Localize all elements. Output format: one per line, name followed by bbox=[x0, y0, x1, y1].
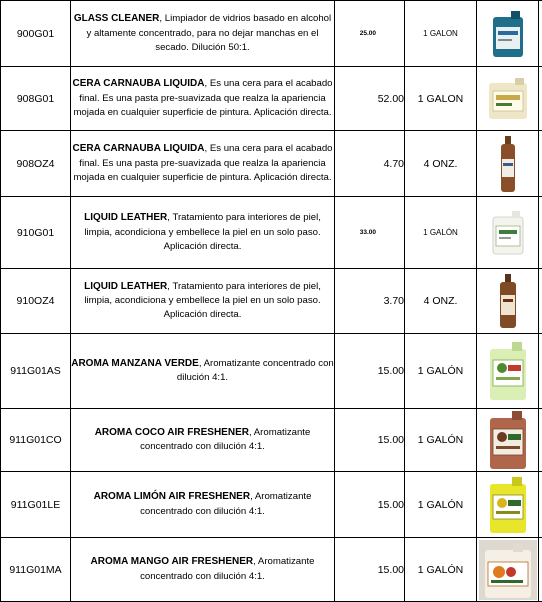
product-unit: 1 GALÓN bbox=[405, 538, 477, 602]
product-image-cell bbox=[477, 472, 539, 538]
product-description bbox=[71, 334, 335, 409]
table-row bbox=[1, 197, 542, 269]
product-name: LIQUID LEATHER bbox=[84, 281, 167, 292]
product-unit: 1 GALÓN bbox=[405, 334, 477, 409]
table-row bbox=[1, 1, 542, 67]
orange-gallon-jug-image bbox=[479, 540, 537, 600]
product-name: GLASS CLEANER bbox=[74, 13, 160, 24]
product-unit: 1 GALON bbox=[405, 1, 477, 67]
product-code: 911G01AS bbox=[1, 334, 71, 409]
product-image-cell bbox=[477, 197, 539, 269]
product-image-cell bbox=[477, 538, 539, 602]
product-code: 908G01 bbox=[1, 67, 71, 131]
table-row bbox=[1, 409, 542, 472]
product-price: 25.00 bbox=[335, 1, 405, 67]
product-price: 4.70 bbox=[335, 131, 405, 197]
product-description-text: , Tratamiento para interiores de piel, limpia, acondiciona y embellece la piel en un solo paso. Aplicación directa. bbox=[84, 212, 321, 251]
product-name: AROMA MANGO AIR FRESHENER bbox=[91, 556, 254, 567]
brown-gallon-jug-image bbox=[488, 409, 528, 471]
product-description bbox=[71, 269, 335, 334]
product-name: LIQUID LEATHER bbox=[84, 212, 167, 223]
product-image-cell bbox=[477, 131, 539, 197]
product-description bbox=[71, 131, 335, 197]
product-price: 15.00 bbox=[335, 472, 405, 538]
green-gallon-jug-image bbox=[488, 340, 528, 402]
product-description-text: , Aromatizante concentrado con dilución 4:1. bbox=[140, 491, 311, 517]
product-code: 908OZ4 bbox=[1, 131, 71, 197]
table-row bbox=[1, 472, 542, 538]
product-description bbox=[71, 1, 335, 67]
product-image-cell bbox=[477, 334, 539, 409]
product-description bbox=[71, 538, 335, 602]
table-row bbox=[1, 269, 542, 334]
brown-small-bottle-image bbox=[499, 135, 517, 193]
product-code: 910OZ4 bbox=[1, 269, 71, 334]
product-unit: 1 GALÓN bbox=[405, 409, 477, 472]
cream-gallon-jug-image bbox=[487, 77, 529, 121]
table-row bbox=[1, 334, 542, 409]
product-image-cell bbox=[477, 269, 539, 334]
product-unit: 1 GALÓN bbox=[405, 472, 477, 538]
product-price: 33.00 bbox=[335, 197, 405, 269]
product-image-cell bbox=[477, 409, 539, 472]
product-description-text: , Es una cera para el acabado final. Es una pasta pre-suavizada que realza la apariencia mojada en cualquier superficie de pintura. Aplicación directa. bbox=[73, 78, 332, 117]
table-row bbox=[1, 131, 542, 197]
product-description-text: , Es una cera para el acabado final. Es una pasta pre-suavizada que realza la apariencia mojada en cualquier superficie de pintura. Aplicación directa. bbox=[73, 143, 332, 182]
product-price: 15.00 bbox=[335, 409, 405, 472]
product-code: 911G01LE bbox=[1, 472, 71, 538]
brown-small-bottle-image bbox=[498, 273, 518, 329]
product-code: 900G01 bbox=[1, 1, 71, 67]
product-unit: 4 ONZ. bbox=[405, 131, 477, 197]
product-description-text: , Aromatizante concentrado con dilución 4:1. bbox=[177, 358, 334, 384]
white-gallon-jug-image bbox=[491, 210, 525, 256]
product-description-text: , Limpiador de vidrios basado en alcohol y altamente concentrado, para no dejar manchas en el secado. Dilución 50:1. bbox=[87, 13, 332, 52]
product-unit: 1 GALON bbox=[405, 67, 477, 131]
product-description bbox=[71, 197, 335, 269]
table-row bbox=[1, 67, 542, 131]
product-code: 911G01CO bbox=[1, 409, 71, 472]
product-code: 911G01MA bbox=[1, 538, 71, 602]
product-name: AROMA COCO AIR FRESHENER bbox=[95, 427, 249, 438]
product-price: 15.00 bbox=[335, 334, 405, 409]
product-price: 52.00 bbox=[335, 67, 405, 131]
product-price: 15.00 bbox=[335, 538, 405, 602]
table-row bbox=[1, 538, 542, 602]
product-description bbox=[71, 472, 335, 538]
product-description bbox=[71, 67, 335, 131]
product-unit: 1 GALÓN bbox=[405, 197, 477, 269]
product-description-text: , Tratamiento para interiores de piel, limpia, acondiciona y embellece la piel en un solo paso. Aplicación directa. bbox=[84, 281, 321, 320]
product-description bbox=[71, 409, 335, 472]
product-price: 3.70 bbox=[335, 269, 405, 334]
product-name: AROMA LIMÓN AIR FRESHENER bbox=[94, 491, 250, 502]
yellow-gallon-jug-image bbox=[488, 475, 528, 535]
product-unit: 4 ONZ. bbox=[405, 269, 477, 334]
blue-gallon-jug-image bbox=[491, 9, 525, 59]
product-code: 910G01 bbox=[1, 197, 71, 269]
product-image-cell bbox=[477, 1, 539, 67]
product-image-cell bbox=[477, 67, 539, 131]
product-name: AROMA MANZANA VERDE bbox=[71, 358, 199, 369]
product-name: CERA CARNAUBA LIQUIDA bbox=[72, 78, 204, 89]
product-description-text: , Aromatizante concentrado con dilución 4:1. bbox=[140, 427, 310, 453]
product-description-text: , Aromatizante concentrado con dilución 4:1. bbox=[140, 556, 314, 582]
product-name: CERA CARNAUBA LIQUIDA bbox=[72, 143, 204, 154]
